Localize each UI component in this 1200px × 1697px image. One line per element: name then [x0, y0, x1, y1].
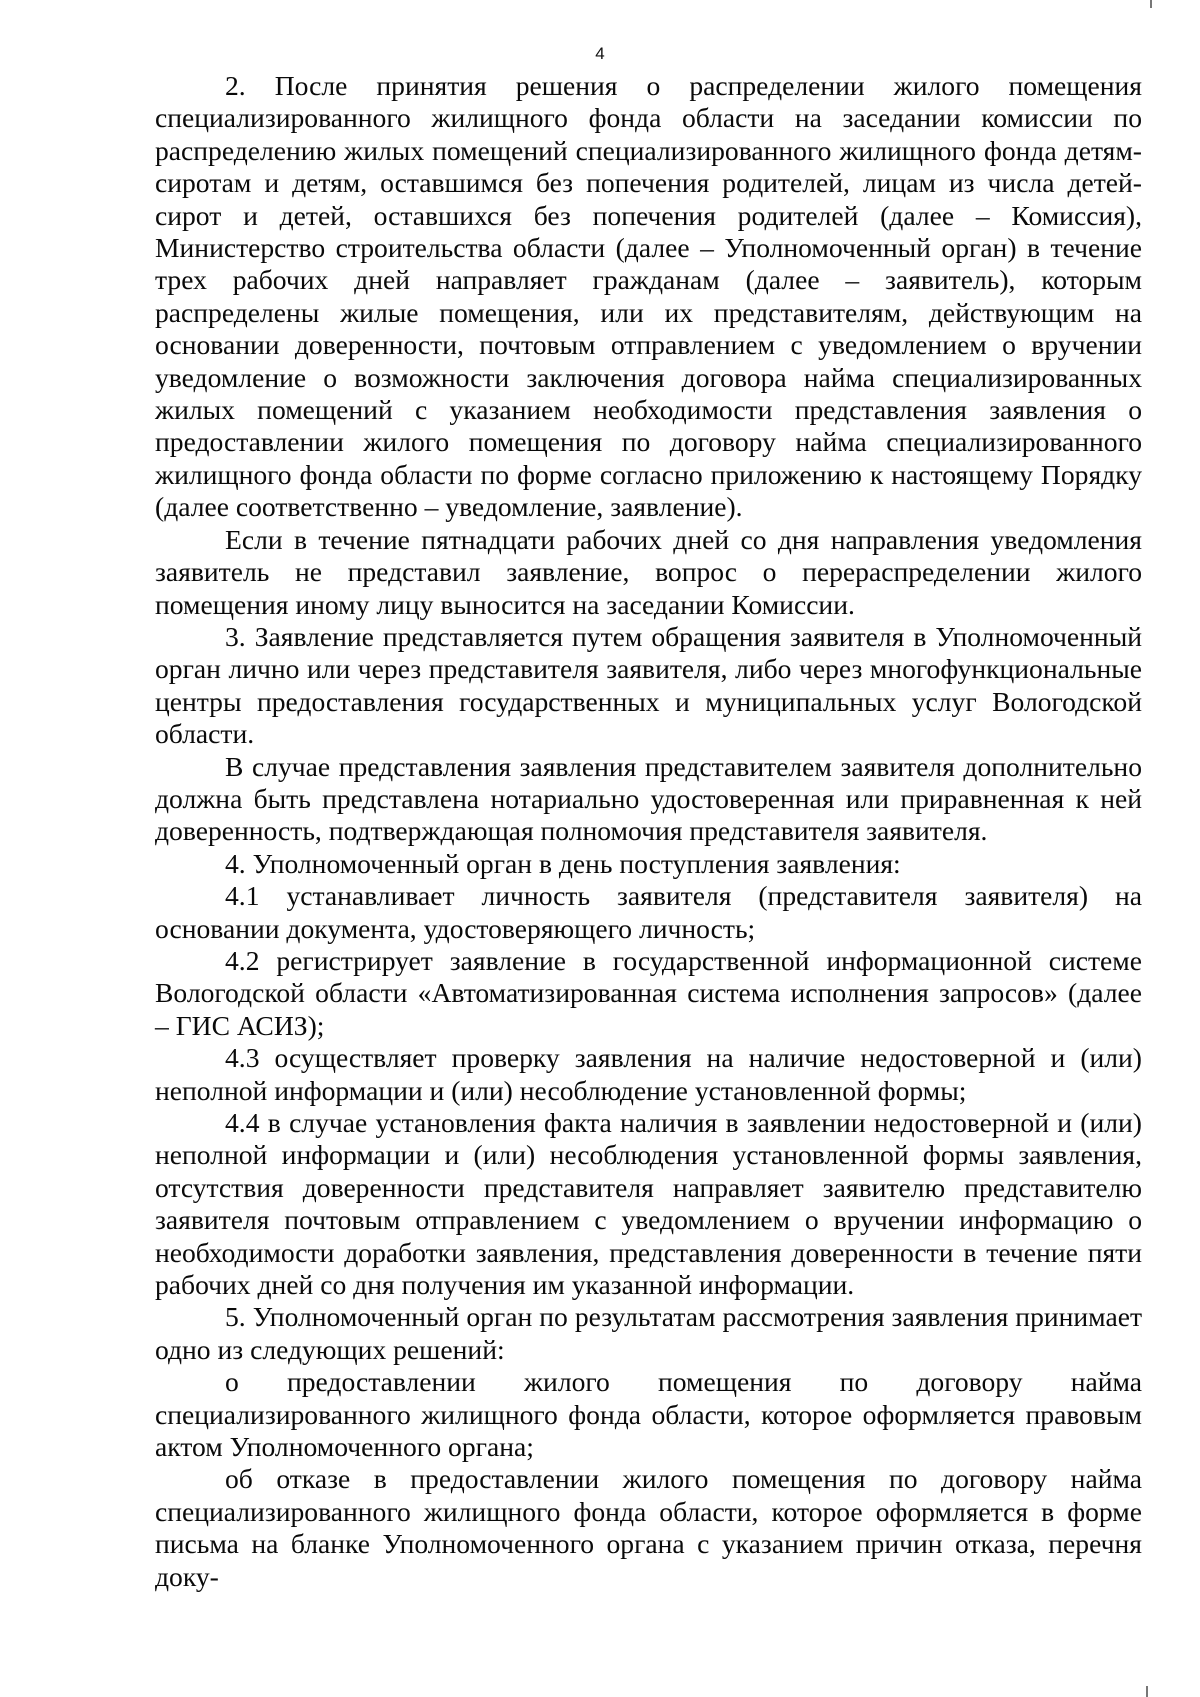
paragraph: Если в течение пятнадцати рабочих дней со дня направления уведомления заявитель не представил заявление, вопрос о перераспределении жилого помещения иному лицу выносится на заседании Комиссии.: [155, 523, 1142, 620]
paragraph: 4.2 регистрирует заявление в государственной информационной системе Вологодской области «Автоматизированная система исполнения запросов» (далее – ГИС АСИЗ);: [155, 944, 1142, 1041]
paragraph: 4.1 устанавливает личность заявителя (представителя заявителя) на основании документа, удостоверяющего личность;: [155, 880, 1142, 944]
page-number: 4: [595, 44, 605, 63]
paragraph: 5. Уполномоченный орган по результатам рассмотрения заявления принимает одно из следующих решений:: [155, 1301, 1142, 1365]
paragraph: об отказе в предоставлении жилого помещения по договору найма специализированного жилищного фонда области, которое оформляется в форме письма на бланке Уполномоченного органа с указанием причин отказа, перечня доку-: [155, 1463, 1142, 1592]
scan-edge-mark: [1150, 0, 1152, 8]
paragraph: 2. После принятия решения о распределении жилого помещения специализированного жилищного фонда области на заседании комиссии по распределению жилых помещений специализированного жилищного фонда детям-сиротам и детям, оставшимся без попечения родителей, лицам из числа детей-сирот и детей, оставшихся без попечения родителей (далее – Комиссия), Министерство строительства области (далее – Уполномоченный орган) в течение трех рабочих дней направляет гражданам (далее – заявитель), которым распределены жилые помещения, или их представителям, действующим на основании доверенности, почтовым отправлением с уведомлением о вручении уведомление о возможности заключения договора найма специализированных жилых помещений с указанием необходимости представления заявления о предоставлении жилого помещения по договору найма специализированного жилищного фонда области по форме согласно приложению к настоящему Порядку (далее соответственно – уведомление, заявление).: [155, 70, 1142, 523]
paragraph: В случае представления заявления представителем заявителя дополнительно должна быть представлена нотариально удостоверенная или приравненная к ней доверенность, подтверждающая полномочия представителя заявителя.: [155, 750, 1142, 847]
paragraph: 4.4 в случае установления факта наличия в заявлении недостоверной и (или) неполной информации и (или) несоблюдения установленной формы заявления, отсутствия доверенности представителя направляет заявителю представителю заявителя почтовым отправлением с уведомлением о вручении информацию о необходимости доработки заявления, представления доверенности в течение пяти рабочих дней со дня получения им указанной информации.: [155, 1107, 1142, 1301]
scan-edge-mark: [1146, 1686, 1148, 1697]
paragraph: 3. Заявление представляется путем обращения заявителя в Уполномоченный орган лично или через представителя заявителя, либо через многофункциональные центры предоставления государственных и муниципальных услуг Вологодской области.: [155, 620, 1142, 750]
paragraph: 4.3 осуществляет проверку заявления на наличие недостоверной и (или) неполной информации и (или) несоблюдение установленной формы;: [155, 1042, 1142, 1106]
document-body: [155, 70, 1142, 1593]
paragraph: о предоставлении жилого помещения по договору найма специализированного жилищного фонда области, которое оформляется правовым актом Уполномоченного органа;: [155, 1366, 1142, 1463]
paragraph: 4. Уполномоченный орган в день поступления заявления:: [225, 847, 901, 879]
